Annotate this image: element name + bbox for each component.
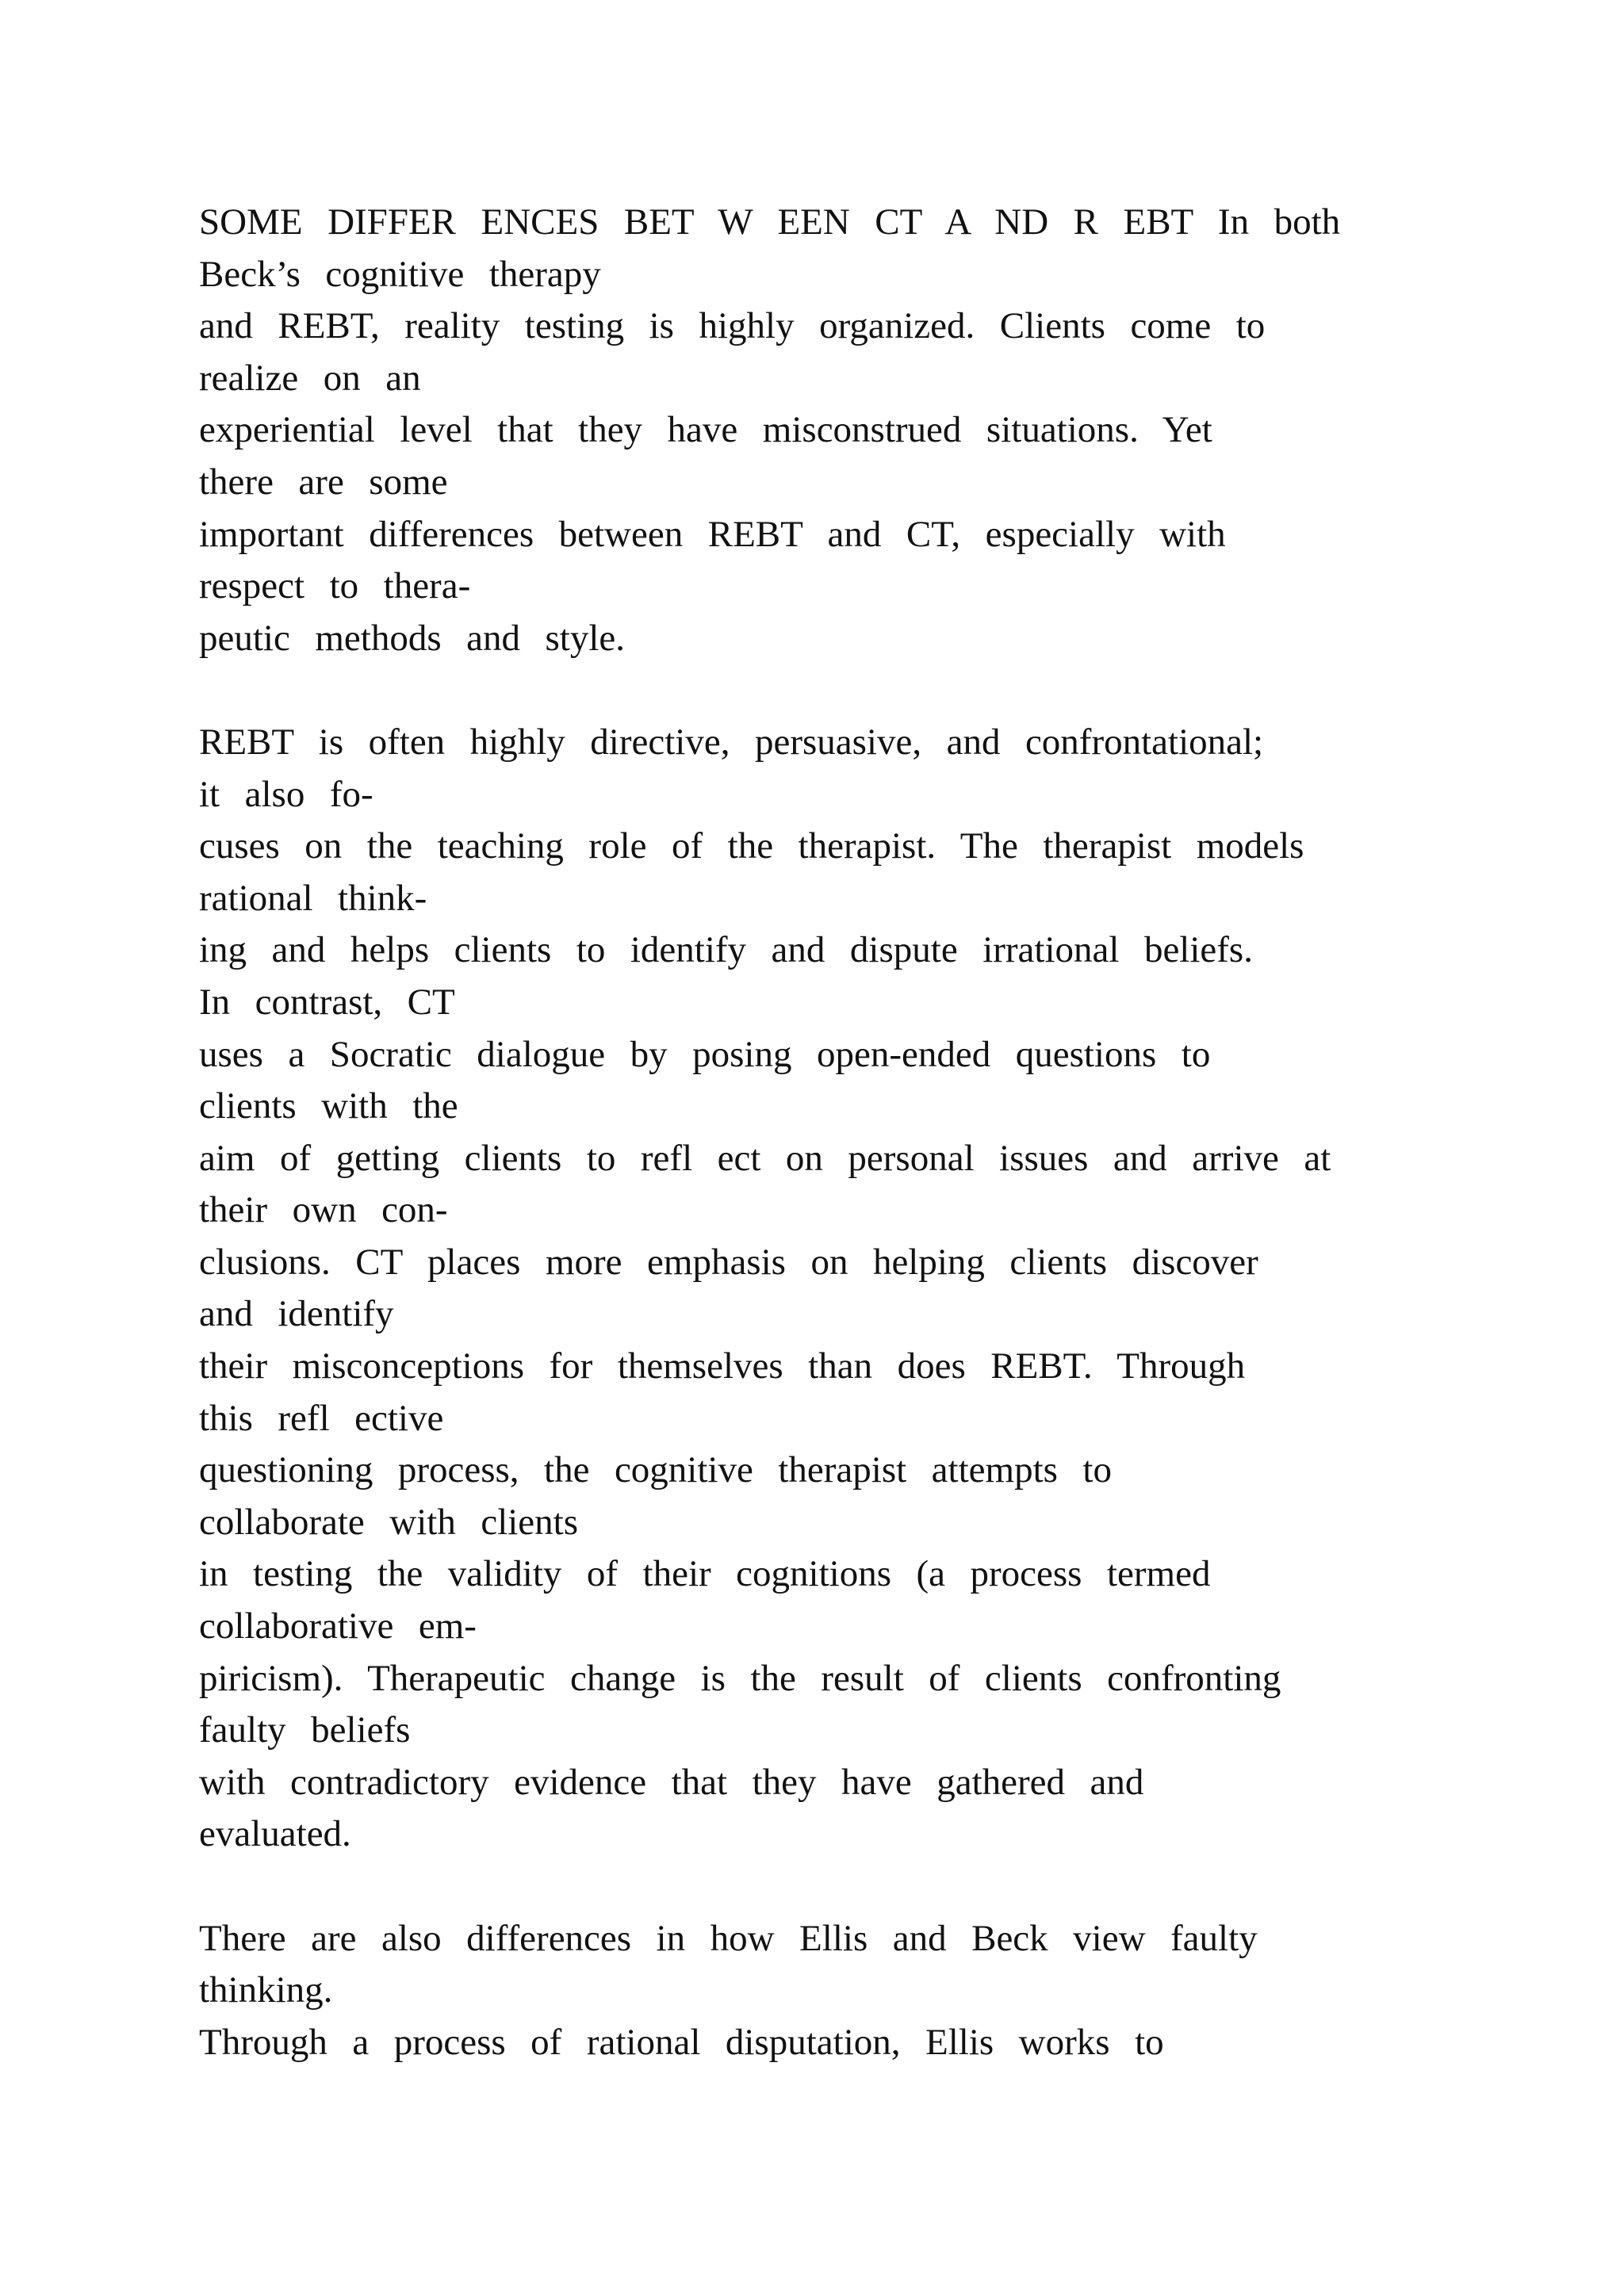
document-body — [199, 197, 1500, 2068]
text-line: this refl ective — [199, 1397, 444, 1439]
text-line: thinking. — [199, 1969, 333, 2011]
text-line: experiential level that they have misconstrued situations. Yet — [199, 409, 1212, 451]
paragraph-3 — [199, 1913, 1500, 2069]
text-line: cuses on the teaching role of the therapist. The therapist models — [199, 825, 1304, 867]
text-line: with contradictory evidence that they have gathered and — [199, 1761, 1144, 1803]
text-line: There are also differences in how Ellis and Beck view faulty — [199, 1917, 1258, 1959]
text-line: it also fo- — [199, 773, 373, 815]
text-line: Through a process of rational disputation, Ellis works to — [199, 2021, 1164, 2063]
text-line: aim of getting clients to refl ect on personal issues and arrive at — [199, 1137, 1331, 1179]
paragraph-2 — [199, 717, 1500, 1861]
text-line: their own con- — [199, 1189, 448, 1231]
text-line: collaborative em- — [199, 1605, 477, 1647]
text-line: ing and helps clients to identify and dispute irrational beliefs. — [199, 929, 1253, 971]
paragraph-spacer — [199, 664, 1500, 717]
text-line: Beck’s cognitive therapy — [199, 253, 601, 295]
paragraph-spacer — [199, 1861, 1500, 1913]
text-line: REBT is often highly directive, persuasive, and confrontational; — [199, 721, 1264, 763]
text-line: piricism). Therapeutic change is the result of clients confronting — [199, 1657, 1281, 1699]
text-line: clients with the — [199, 1085, 458, 1127]
text-line: realize on an — [199, 357, 421, 399]
text-line: questioning process, the cognitive therapist attempts to — [199, 1449, 1112, 1491]
paragraph-1 — [199, 197, 1500, 664]
text-line: rational think- — [199, 877, 427, 919]
text-line: collaborate with clients — [199, 1501, 579, 1543]
text-line: evaluated. — [199, 1813, 351, 1855]
text-line: there are some — [199, 461, 448, 503]
text-line: In contrast, CT — [199, 981, 455, 1023]
text-line: their misconceptions for themselves than does REBT. Through — [199, 1345, 1246, 1387]
text-line: in testing the validity of their cognitions (a process termed — [199, 1553, 1211, 1595]
text-line: and REBT, reality testing is highly organized. Clients come to — [199, 305, 1266, 347]
text-line: and identify — [199, 1293, 394, 1335]
text-line: SOME DIFFER ENCES BET W EEN CT A ND R EBT In both — [199, 201, 1341, 243]
text-line: faulty beliefs — [199, 1709, 411, 1751]
text-line: respect to thera- — [199, 565, 471, 607]
text-line: clusions. CT places more emphasis on helping clients discover — [199, 1241, 1258, 1283]
text-line: important differences between REBT and CT, especially with — [199, 513, 1226, 555]
text-line: peutic methods and style. — [199, 617, 625, 659]
text-line: uses a Socratic dialogue by posing open-ended questions to — [199, 1033, 1211, 1075]
